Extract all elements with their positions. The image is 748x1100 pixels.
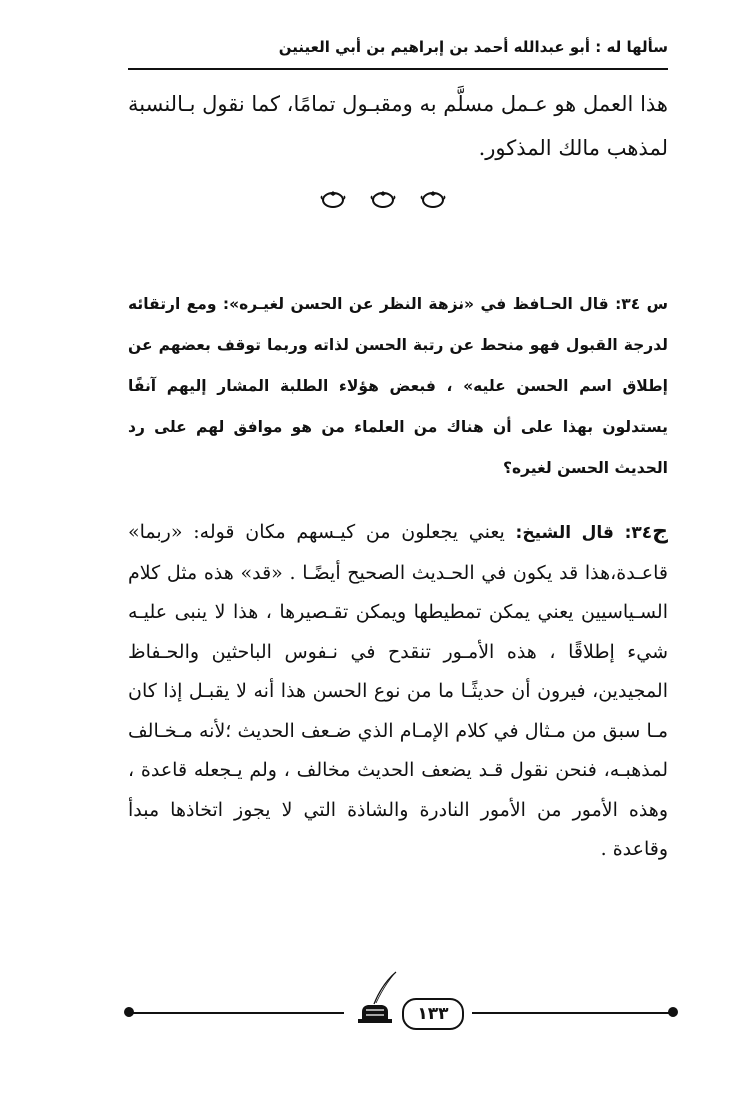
top-paragraph: هذا العمل هو عـمل مسلَّم به ومقبـول تمامًا، كما نقول بـالنسبة لمذهب مالك المذكور. bbox=[128, 92, 668, 160]
footer-line-right bbox=[472, 1012, 672, 1014]
section-divider bbox=[318, 184, 448, 214]
flower-ornament-icon bbox=[418, 188, 448, 210]
page-number: ١٣٣ bbox=[402, 998, 464, 1030]
footer-dot-right bbox=[668, 1007, 678, 1017]
answer-speaker: قال الشيخ: bbox=[515, 523, 614, 543]
answer-text: يعني يجعلون من كيـسهم مكان قوله: «ربما» قاعـدة،هذا قد يكون في الحـديث الصحيح أيضًـا . «قد» هذه مثل كلام السـياسيين يعني يمكن تمطيطها ويمكن تقـصيرها ، هذا لا ينبى عليـه شيء إطلاقًا ، هذه الأمـور تنقدح في نـفوس الباحثين والحـفاظ المجيدين، فيرون أن حديثًـا ما من نوع الحسن هذا أنه لا يقبـل إذا كان مـا سبق من مـثال في كلام الإمـام الذي ضـعف الحديث ؛لأنه مـخـالف لمذهبـه، فنحن نقول قـد يضعف الحديث مخالف ، ولم يـجعله قاعدة ، وهذه الأمور من الأمور النادرة والشاذة التي لا يجوز اتخاذها مبدأ وقاعدة . bbox=[128, 521, 668, 860]
page-footer bbox=[120, 990, 680, 1040]
answer-label bbox=[515, 519, 669, 544]
flower-ornament-icon bbox=[318, 188, 348, 210]
inkwell-quill-icon bbox=[352, 970, 400, 1026]
footer-line-left bbox=[132, 1012, 344, 1014]
running-header: سألها له : أبو عبدالله أحمد بن إبراهيم بن أبي العينين bbox=[278, 38, 668, 56]
answer-prefix: ج bbox=[652, 519, 669, 544]
question-paragraph: س ٣٤: قال الحـافظ في «نزهة النظر عن الحسن لغيـره»: ومع ارتقائه لدرجة القبول فهو منحط عن رتبة الحسن لذاته وربما توقف بعضهم عن إطلاق اسم الحسن عليه» ، فبعض هؤلاء الطلبة المشار إليهم آنفًا يستدلون بهذا على أن هناك من العلماء من هو موافق لهم على رد الحديث الحسن لغيره؟ bbox=[128, 295, 668, 477]
flower-ornament-icon bbox=[368, 188, 398, 210]
answer-paragraph bbox=[128, 512, 668, 870]
answer-number: ٣٤: bbox=[624, 523, 653, 543]
header-rule bbox=[128, 68, 668, 70]
